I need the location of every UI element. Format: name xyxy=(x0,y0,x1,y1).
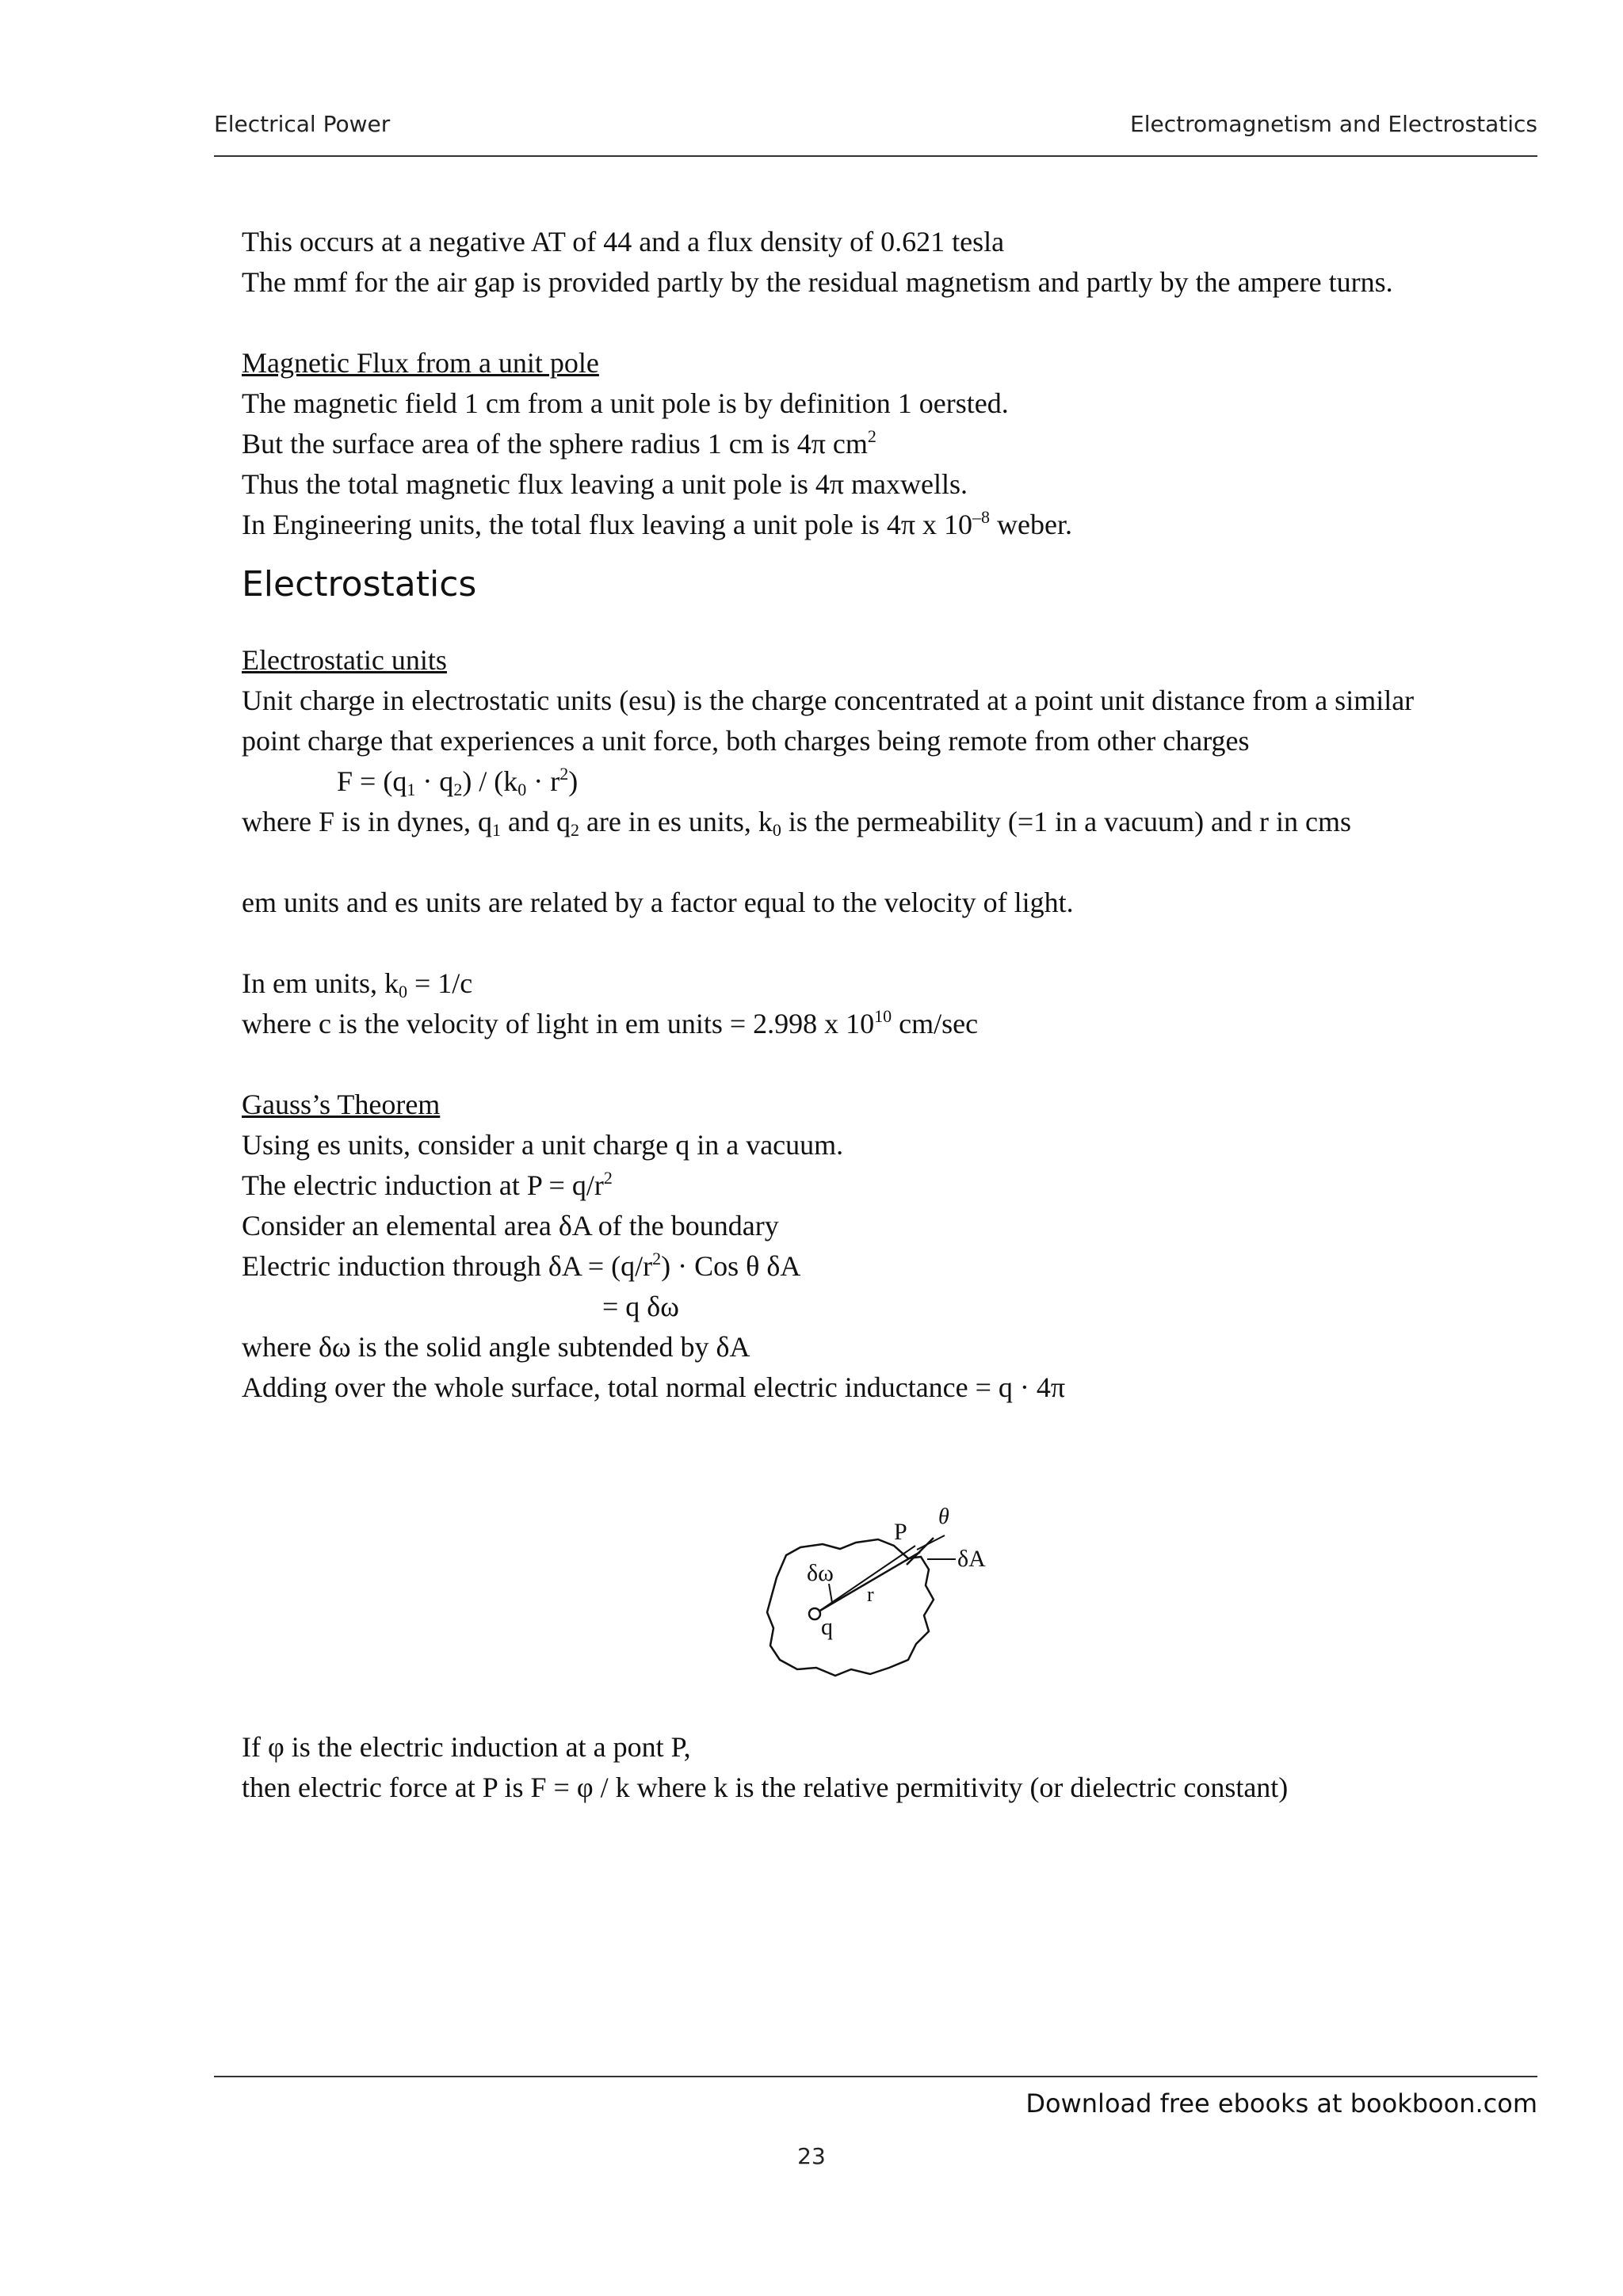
paragraph-line: In Engineering units, the total flux leaving a unit pole is 4π x $10^{-8}$ weber. xyxy=(242,507,1072,540)
subheading-electrostatic-units: Electrostatic units xyxy=(242,644,447,676)
paragraph-line: The electric induction at $P = q/r^2$ xyxy=(242,1168,613,1201)
paragraph-line: point charge that experiences a unit force, both charges being remote from other charges xyxy=(242,725,1250,757)
domega-pointer xyxy=(829,1584,832,1603)
normal-line xyxy=(917,1535,945,1550)
paragraph-line: But the surface area of the sphere radius 1 cm is 4π $cm^2$ xyxy=(242,426,876,460)
paragraph-line: then electric force at P is F = φ / k where k is the relative permitivity (or dielectric constant) xyxy=(242,1772,1289,1803)
paragraph-line: where c is the velocity of light in em units = 2.998 x $10^{10}$ cm/sec xyxy=(242,1006,979,1039)
label-q: q xyxy=(821,1614,833,1640)
equation-coulomb: $F = (q_1 \cdot q_2) / (k_0 \cdot r^2)$ xyxy=(337,764,579,799)
paragraph-line: Electric induction through $\delta A = (q/r^2)$ · Cos θ δA xyxy=(242,1249,801,1282)
equation-continuation: = q δω xyxy=(602,1291,679,1322)
paragraph-line: If φ is the electric induction at a pont P, xyxy=(242,1731,691,1763)
gauss-surface-diagram xyxy=(753,1501,991,1695)
paragraph-line: Using es units, consider a unit charge q in a vacuum. xyxy=(242,1129,844,1161)
paragraph-line: Adding over the whole surface, total normal electric inductance = q · 4π xyxy=(242,1371,1066,1403)
label-delta-a: δA xyxy=(957,1546,986,1572)
section-heading-electrostatics: Electrostatics xyxy=(242,564,477,605)
paragraph-line: Thus the total magnetic flux leaving a unit pole is 4π maxwells. xyxy=(242,468,968,500)
paragraph-line: The mmf for the air gap is provided partly by the residual magnetism and partly by the ampere turns. xyxy=(242,266,1393,298)
label-theta: θ xyxy=(938,1505,949,1529)
paragraph-line: where δω is the solid angle subtended by δA xyxy=(242,1331,750,1363)
paragraph-line: The magnetic field 1 cm from a unit pole is by definition 1 oersted. xyxy=(242,387,1009,419)
page-body xyxy=(242,222,1526,1408)
paragraph-line: Consider an elemental area δA of the boundary xyxy=(242,1210,779,1241)
label-delta-omega: δω xyxy=(807,1560,834,1586)
footer-download-link[interactable]: Download free ebooks at bookboon.com xyxy=(1025,2088,1537,2119)
page-body-continued xyxy=(242,1727,1526,1808)
label-r: r xyxy=(867,1583,874,1606)
paragraph-line: This occurs at a negative AT of 44 and a flux density of 0.621 tesla xyxy=(242,226,1005,257)
header-book-title: Electrical Power xyxy=(214,111,391,137)
paragraph-line: Unit charge in electrostatic units (esu) is the charge concentrated at a point unit distance from a similar xyxy=(242,685,1415,716)
charge-point xyxy=(809,1608,820,1619)
page-number: 23 xyxy=(797,2143,826,2169)
paragraph-line: where F is in dynes, $q_1$ and $q_2$ are in es units, $k_0$ is the permeability (=1 in a vacuum) and r in cms xyxy=(242,806,1352,840)
footer-divider xyxy=(214,2076,1537,2077)
label-p: P xyxy=(894,1519,907,1545)
header-chapter-title: Electromagnetism and Electrostatics xyxy=(1130,111,1537,137)
surface-element-da xyxy=(907,1538,934,1565)
subheading-gauss-theorem: Gauss’s Theorem xyxy=(242,1089,441,1120)
subheading-magnetic-flux: Magnetic Flux from a unit pole xyxy=(242,347,599,379)
paragraph-line: In em units, $k_0 = 1/c$ xyxy=(242,967,473,1001)
paragraph-line: em units and es units are related by a factor equal to the velocity of light. xyxy=(242,887,1074,918)
page-header xyxy=(214,111,1537,157)
